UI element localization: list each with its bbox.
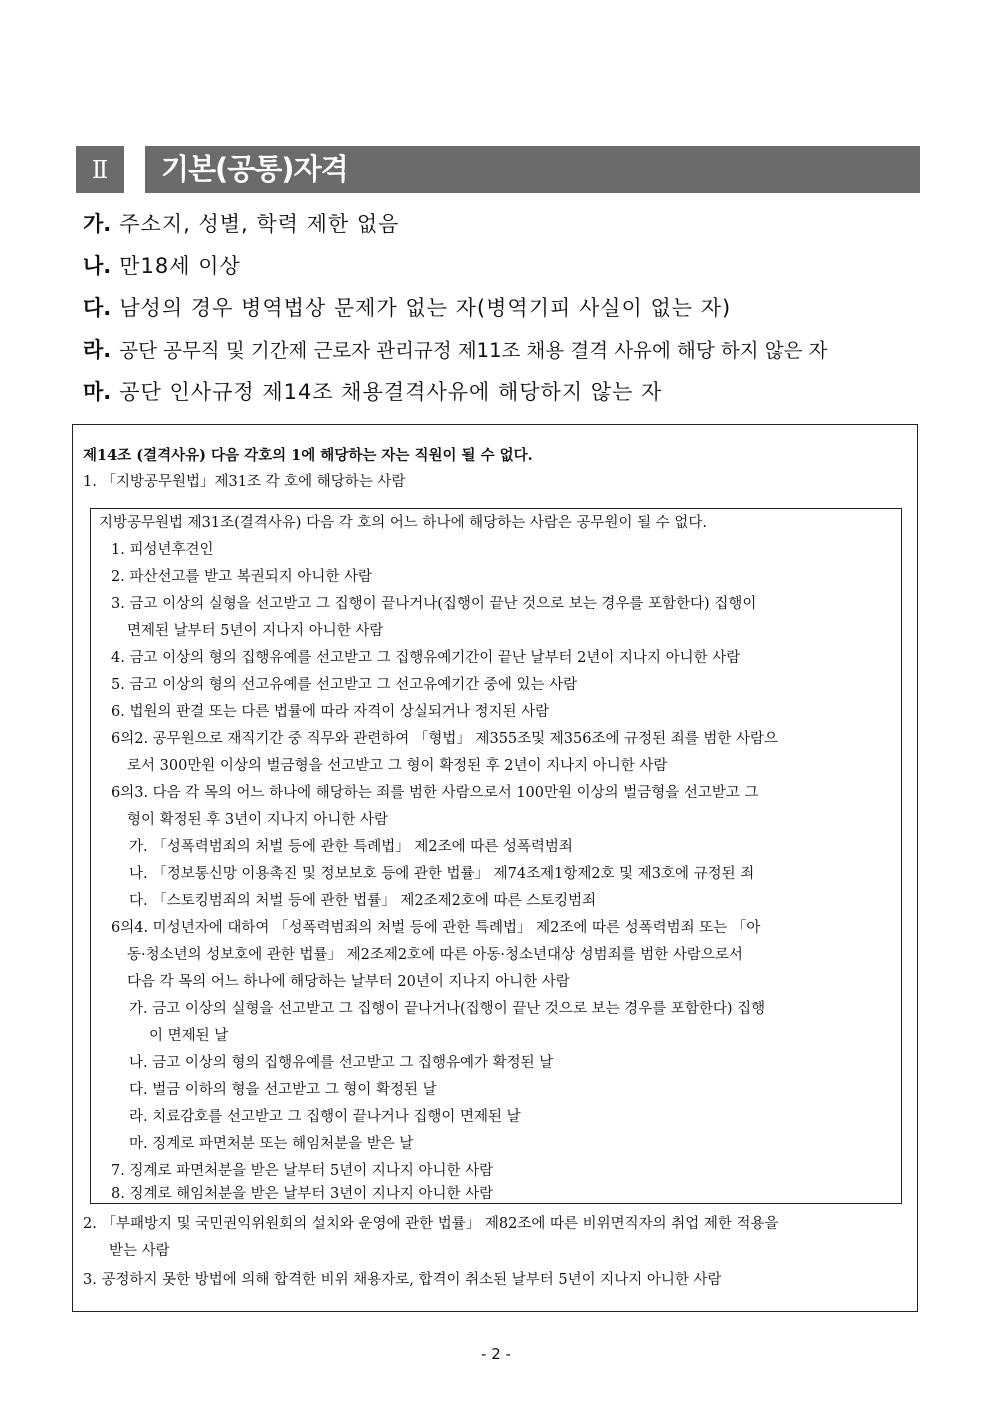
- section-title-bar: [145, 146, 920, 193]
- inner-line: 로서 300만원 이상의 벌금형을 선고받고 그 형이 확정된 후 2년이 지나지 아니한 사람: [127, 758, 668, 774]
- item-text: 공단 인사규정 제14조 채용결격사유에 해당하지 않는 자: [119, 380, 663, 404]
- inner-line: 이 면제된 날: [149, 1028, 229, 1044]
- list-item: [83, 245, 943, 287]
- item-text: 공단 공무직 및 기간제 근로자 관리규정 제11조 채용 결격 사유에 해당 하지 않은 자: [119, 339, 828, 362]
- qualification-list: [83, 203, 943, 413]
- inner-line: 형이 확정된 후 3년이 지나지 아니한 사람: [127, 812, 388, 828]
- item-text: 만18세 이상: [119, 254, 241, 278]
- item-text: 남성의 경우 병역법상 문제가 없는 자(병역기피 사실이 없는 자): [119, 296, 732, 320]
- inner-line: 다. 벌금 이하의 형을 선고받고 그 형이 확정된 날: [129, 1082, 437, 1098]
- clause-3: 3. 공정하지 못한 방법에 의해 합격한 비위 채용자로, 합격이 취소된 날부터 5년이 지나지 아니한 사람: [83, 1272, 722, 1288]
- inner-line: 면제된 날부터 5년이 지나지 아니한 사람: [127, 623, 384, 639]
- inner-law-box: [90, 508, 902, 1204]
- inner-line: 나. 「정보통신망 이용촉진 및 정보보호 등에 관한 법률」 제74조제1항제2호 및 제3호에 규정된 죄: [129, 866, 755, 882]
- item-marker: 마.: [83, 380, 112, 404]
- inner-line: 가. 「성폭력범죄의 처벌 등에 관한 특례법」 제2조에 따른 성폭력범죄: [129, 839, 573, 855]
- rule-heading: 제14조 (결격사유) 다음 각호의 1에 해당하는 자는 직원이 될 수 없다.: [83, 447, 533, 464]
- section-header: [76, 146, 920, 193]
- item-marker: 나.: [83, 254, 112, 278]
- inner-line: 2. 파산선고를 받고 복권되지 아니한 사람: [111, 569, 372, 585]
- inner-line: 6. 법원의 판결 또는 다른 법률에 따라 자격이 상실되거나 정지된 사람: [111, 704, 550, 720]
- inner-line: 다음 각 목의 어느 하나에 해당하는 날부터 20년이 지나지 아니한 사람: [127, 974, 570, 990]
- inner-line: 마. 징계로 파면처분 또는 해임처분을 받은 날: [129, 1136, 414, 1152]
- clause-2-continued: 받는 사람: [109, 1243, 170, 1259]
- inner-line: 1. 피성년후견인: [111, 542, 214, 558]
- inner-heading: 지방공무원법 제31조(결격사유) 다음 각 호의 어느 하나에 해당하는 사람은 공무원이 될 수 없다.: [99, 515, 707, 531]
- clause-1: 1. 「지방공무원법」제31조 각 호에 해당하는 사람: [83, 474, 406, 490]
- page-number: - 2 -: [481, 1345, 511, 1363]
- list-item: [83, 203, 943, 245]
- item-marker: 가.: [83, 212, 112, 236]
- item-marker: 다.: [83, 296, 112, 320]
- section-number: Ⅱ: [76, 146, 124, 193]
- inner-line: 나. 금고 이상의 형의 집행유예를 선고받고 그 집행유예가 확정된 날: [129, 1055, 554, 1071]
- inner-line: 4. 금고 이상의 형의 집행유예를 선고받고 그 집행유예기간이 끝난 날부터 2년이 지나지 아니한 사람: [111, 650, 741, 666]
- inner-line: 6의2. 공무원으로 재직기간 중 직무와 관련하여 「형법」 제355조및 제356조에 규정된 죄를 범한 사람으: [111, 731, 778, 747]
- list-item: [83, 287, 943, 329]
- inner-line: 7. 징계로 파면처분을 받은 날부터 5년이 지나지 아니한 사람: [111, 1163, 494, 1179]
- inner-line: 동·청소년의 성보호에 관한 법률」 제2조제2호에 따른 아동·청소년대상 성범죄를 범한 사람으로서: [127, 947, 743, 963]
- item-marker: 라.: [83, 338, 112, 362]
- rule-box: [72, 424, 918, 1312]
- list-item: [83, 329, 943, 371]
- item-text: 주소지, 성별, 학력 제한 없음: [119, 212, 400, 236]
- list-item: [83, 371, 943, 413]
- section-title: 기본(공통)자격: [161, 152, 348, 186]
- inner-line: 8. 징계로 해임처분을 받은 날부터 3년이 지나지 아니한 사람: [111, 1186, 494, 1202]
- inner-line: 6의4. 미성년자에 대하여 「성폭력범죄의 처벌 등에 관한 특례법」 제2조에 따른 성폭력범죄 또는 「아: [111, 920, 761, 936]
- inner-line: 3. 금고 이상의 실형을 선고받고 그 집행이 끝나거나(집행이 끝난 것으로 보는 경우를 포함한다) 집행이: [111, 596, 757, 612]
- inner-line: 6의3. 다음 각 목의 어느 하나에 해당하는 죄를 범한 사람으로서 100만원 이상의 벌금형을 선고받고 그: [111, 785, 759, 801]
- inner-line: 가. 금고 이상의 실형을 선고받고 그 집행이 끝나거나(집행이 끝난 것으로 보는 경우를 포함한다) 집행: [129, 1001, 766, 1017]
- clause-2: 2. 「부패방지 및 국민권익위원회의 설치와 운영에 관한 법률」 제82조에 따른 비위면직자의 취업 제한 적용을: [83, 1216, 779, 1232]
- inner-line: 라. 치료감호를 선고받고 그 집행이 끝나거나 집행이 면제된 날: [129, 1109, 521, 1125]
- inner-line: 다. 「스토킹범죄의 처벌 등에 관한 법률」 제2조제2호에 따른 스토킹범죄: [129, 893, 597, 909]
- inner-line: 5. 금고 이상의 형의 선고유예를 선고받고 그 선고유예기간 중에 있는 사람: [111, 677, 578, 693]
